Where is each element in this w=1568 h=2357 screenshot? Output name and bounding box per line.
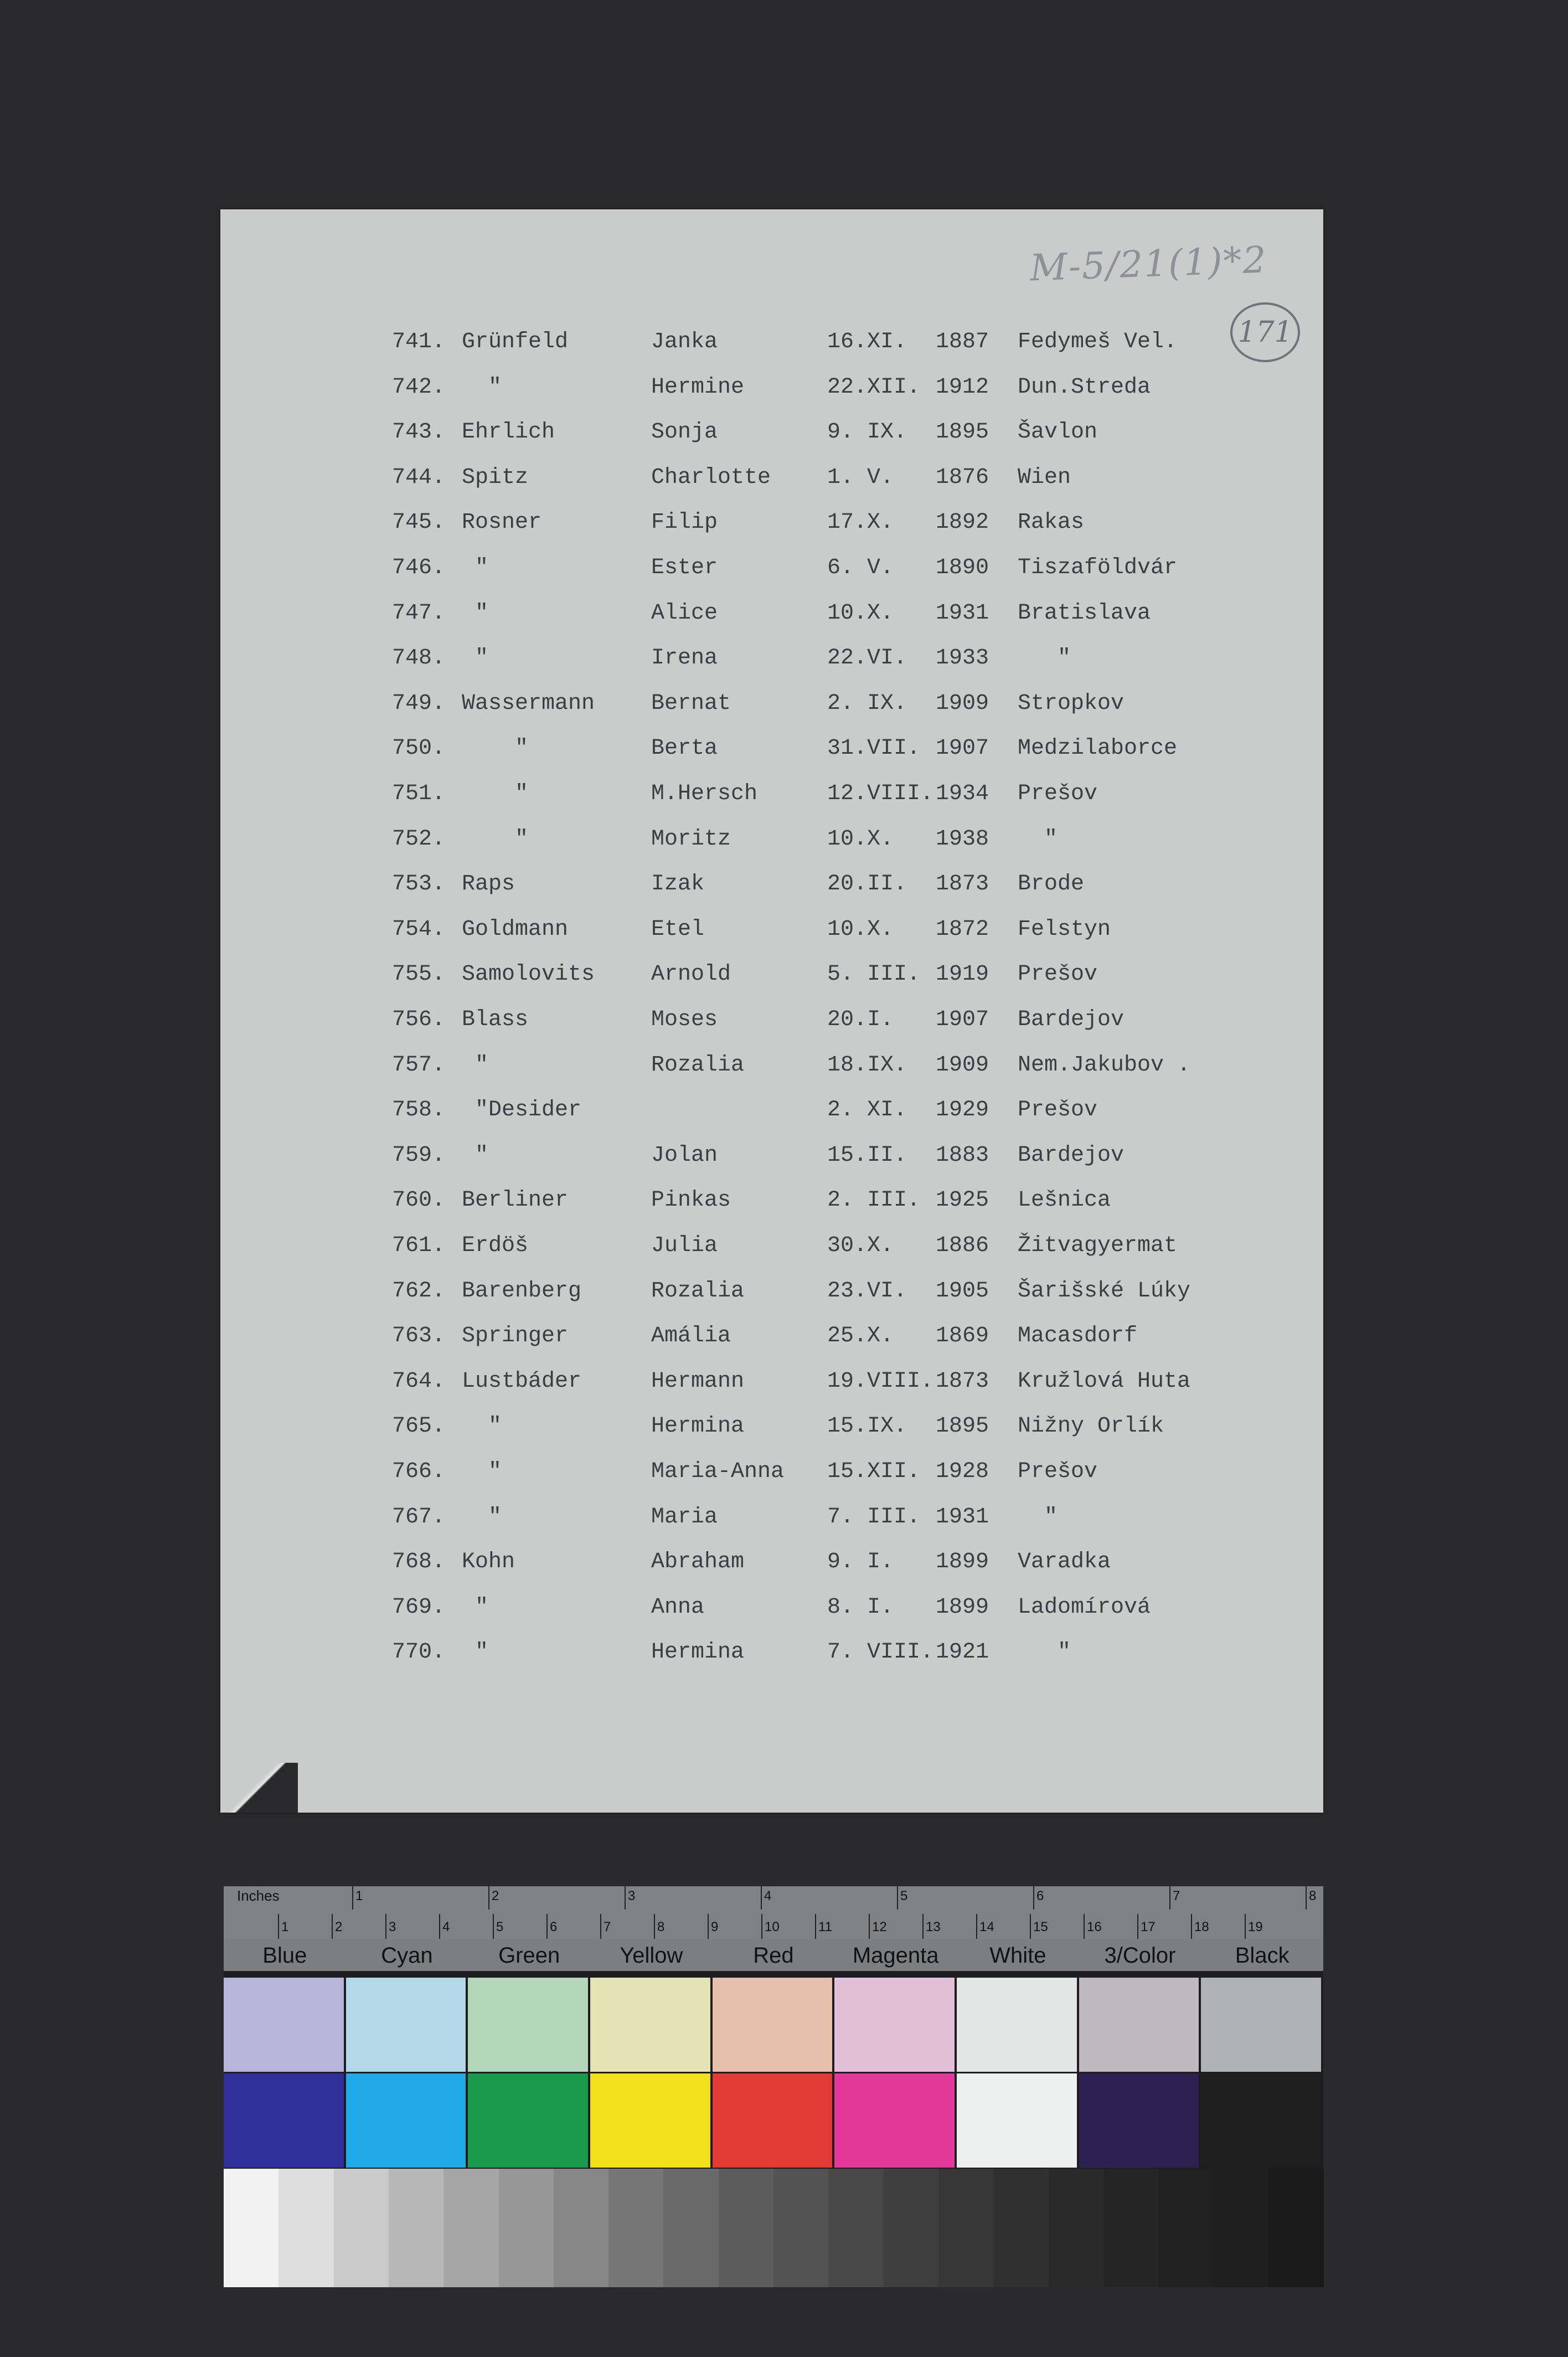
surname: ": [462, 1414, 502, 1439]
entry-number: 759.: [392, 1143, 446, 1168]
surname: Spitz: [462, 465, 529, 490]
inch-tick: [488, 1886, 489, 1910]
light-swatch: [1201, 1978, 1321, 2072]
cm-mark: 7: [604, 1919, 611, 1934]
cm-mark: 16: [1087, 1919, 1102, 1934]
gray-step: [1213, 2169, 1268, 2287]
first-name: Hermann: [651, 1368, 745, 1394]
first-name: Abraham: [651, 1550, 745, 1575]
birth-date: 12.VIII.: [827, 781, 934, 806]
entry-number: 750.: [392, 736, 446, 761]
birth-date: 22.VI.: [827, 646, 907, 671]
entry-number: 767.: [392, 1504, 446, 1530]
birth-date: 10.X.: [827, 917, 894, 942]
surname: ": [462, 600, 489, 626]
birth-date: 2. XI.: [827, 1098, 907, 1123]
birth-place: Nižny Orlík: [1018, 1414, 1164, 1439]
entry-number: 761.: [392, 1233, 446, 1258]
entry-number: 752.: [392, 826, 446, 852]
entry-number: 744.: [392, 465, 446, 490]
first-name: Hermine: [651, 374, 745, 400]
dark-swatch: [1201, 2073, 1321, 2168]
entry-number: 766.: [392, 1459, 446, 1484]
cm-tick: [278, 1914, 279, 1939]
first-name: M.Hersch: [651, 781, 758, 806]
light-swatch: [468, 1978, 588, 2072]
birth-date: 18.IX.: [827, 1052, 907, 1078]
inch-tick: [761, 1886, 762, 1910]
inch-tick: [1169, 1886, 1170, 1910]
ruler-unit-label: Inches: [237, 1887, 280, 1904]
entry-number: 755.: [392, 962, 446, 987]
cm-tick: [1030, 1914, 1031, 1939]
light-swatch: [224, 1978, 344, 2072]
birth-place: Medzilaborce: [1018, 736, 1178, 761]
first-name: Rozalia: [651, 1052, 745, 1078]
birth-date: 5. III.: [827, 962, 921, 987]
cm-mark: 3: [389, 1919, 396, 1934]
birth-year: 1933: [936, 646, 989, 671]
entry-number: 745.: [392, 510, 446, 536]
birth-place: Šavlon: [1018, 420, 1098, 445]
cm-mark: 14: [979, 1919, 994, 1934]
birth-date: 15.XII.: [827, 1459, 921, 1484]
inch-mark: 8: [1309, 1888, 1317, 1903]
birth-place: Kružlová Huta: [1018, 1368, 1191, 1394]
surname: ": [462, 826, 529, 852]
cm-mark: 10: [765, 1919, 780, 1934]
birth-year: 1909: [936, 691, 989, 716]
birth-date: 16.XI.: [827, 330, 907, 354]
ruler: [224, 1886, 1323, 1940]
birth-place: Bratislava: [1018, 600, 1151, 626]
birth-date: 25.X.: [827, 1324, 894, 1349]
entry-number: 758.: [392, 1098, 446, 1123]
entry-number: 754.: [392, 917, 446, 942]
first-name: Jolan: [651, 1143, 718, 1168]
birth-year: 1909: [936, 1052, 989, 1078]
birth-date: 2. III.: [827, 1188, 921, 1213]
birth-place: Prešov: [1018, 1459, 1098, 1484]
patch-name: Blue: [262, 1943, 307, 1968]
birth-year: 1907: [936, 736, 989, 761]
surname: Erdöš: [462, 1233, 529, 1258]
first-name: Irena: [651, 646, 718, 671]
birth-place: Dun.Streda: [1018, 374, 1151, 400]
gray-step: [278, 2169, 334, 2287]
dark-swatch: [224, 2073, 344, 2168]
inch-mark: 7: [1173, 1888, 1180, 1903]
surname: ": [462, 1459, 502, 1484]
surname: ": [462, 374, 502, 400]
birth-date: 10.X.: [827, 600, 894, 626]
birth-place: Macasdorf: [1018, 1324, 1138, 1349]
first-name: Hermina: [651, 1414, 745, 1439]
cm-mark: 2: [335, 1919, 343, 1934]
dark-swatch: [834, 2073, 955, 2168]
first-name: Berta: [651, 736, 718, 761]
birth-date: 7. VIII.: [827, 1640, 934, 1665]
birth-date: 31.VII.: [827, 736, 921, 761]
cm-tick: [439, 1914, 440, 1939]
birth-date: 30.X.: [827, 1233, 894, 1258]
patch-name: Red: [753, 1943, 794, 1968]
birth-date: 9. IX.: [827, 420, 907, 445]
cm-tick: [1137, 1914, 1138, 1939]
birth-year: 1895: [936, 420, 989, 445]
birth-place: Varadka: [1018, 1550, 1111, 1575]
cm-mark: 5: [496, 1919, 504, 1934]
birth-year: 1873: [936, 872, 989, 897]
light-swatch: [957, 1978, 1077, 2072]
cm-tick: [654, 1914, 655, 1939]
gray-step: [1049, 2169, 1104, 2287]
cm-mark: 13: [926, 1919, 941, 1934]
entry-number: 763.: [392, 1324, 446, 1349]
dark-swatch: [1079, 2073, 1199, 2168]
cm-tick: [1084, 1914, 1085, 1939]
birth-year: 1892: [936, 510, 989, 536]
cm-mark: 4: [442, 1919, 450, 1934]
first-name: Rozalia: [651, 1278, 745, 1304]
birth-place: Žitvagyermat: [1018, 1233, 1178, 1258]
patch-name: 3/Color: [1104, 1943, 1176, 1968]
birth-year: 1886: [936, 1233, 989, 1258]
birth-date: 2. IX.: [827, 691, 907, 716]
light-swatch: [590, 1978, 710, 2072]
entry-number: 747.: [392, 600, 446, 626]
entry-number: 749.: [392, 691, 446, 716]
entry-number: 741.: [392, 330, 446, 354]
birth-place: Nem.Jakubov .: [1018, 1052, 1191, 1078]
first-name: Anna: [651, 1594, 705, 1620]
gray-step: [1158, 2169, 1214, 2287]
color-target: [224, 1886, 1323, 2287]
document-sheet: [220, 209, 1323, 1813]
birth-place: Stropkov: [1018, 691, 1125, 716]
surname: ": [462, 1594, 489, 1620]
birth-year: 1899: [936, 1594, 989, 1620]
cm-tick: [815, 1914, 816, 1939]
surname: Ehrlich: [462, 420, 555, 445]
light-swatch: [346, 1978, 466, 2072]
surname: "Desider: [462, 1098, 582, 1123]
birth-place: Wien: [1018, 465, 1071, 490]
gray-step: [719, 2169, 774, 2287]
birth-place: Lešnica: [1018, 1188, 1111, 1213]
birth-place: ": [1018, 826, 1058, 852]
entry-number: 764.: [392, 1368, 446, 1394]
archive-reference: M-5/21(1)*2: [1029, 238, 1268, 290]
birth-date: 6. V.: [827, 555, 894, 580]
surname: ": [462, 1640, 489, 1665]
first-name: Etel: [651, 917, 705, 942]
entry-number: 760.: [392, 1188, 446, 1213]
cm-tick: [976, 1914, 977, 1939]
gray-step: [554, 2169, 609, 2287]
birth-year: 1890: [936, 555, 989, 580]
surname: Rosner: [462, 510, 542, 536]
gray-step: [608, 2169, 664, 2287]
birth-year: 1938: [936, 826, 989, 852]
cm-mark: 9: [711, 1919, 719, 1934]
birth-date: 7. III.: [827, 1504, 921, 1530]
cm-mark: 8: [657, 1919, 665, 1934]
birth-place: Felstyn: [1018, 917, 1111, 942]
entry-number: 757.: [392, 1052, 446, 1078]
birth-year: 1934: [936, 781, 989, 806]
cm-mark: 12: [872, 1919, 887, 1934]
entry-number: 753.: [392, 872, 446, 897]
cm-tick: [600, 1914, 601, 1939]
birth-year: 1883: [936, 1143, 989, 1168]
entry-number: 746.: [392, 555, 446, 580]
entry-number: 743.: [392, 420, 446, 445]
birth-year: 1872: [936, 917, 989, 942]
cm-mark: 11: [818, 1919, 832, 1934]
gray-step: [773, 2169, 829, 2287]
cm-mark: 1: [281, 1919, 289, 1934]
surname: Wassermann: [462, 691, 595, 716]
gray-step: [884, 2169, 939, 2287]
cm-tick: [332, 1914, 333, 1939]
birth-year: 1873: [936, 1368, 989, 1394]
birth-year: 1899: [936, 1550, 989, 1575]
cm-tick: [1245, 1914, 1246, 1939]
birth-date: 1. V.: [827, 465, 894, 490]
surname: Samolovits: [462, 962, 595, 987]
gray-step: [663, 2169, 719, 2287]
entry-number: 769.: [392, 1594, 446, 1620]
gray-step: [499, 2169, 554, 2287]
birth-place: ": [1018, 1504, 1058, 1530]
gray-step: [993, 2169, 1049, 2287]
birth-year: 1929: [936, 1098, 989, 1123]
entry-number: 765.: [392, 1414, 446, 1439]
dark-swatch: [346, 2073, 466, 2168]
patch-name: Magenta: [852, 1943, 939, 1968]
dark-swatch: [590, 2073, 710, 2168]
dark-swatch: [713, 2073, 833, 2168]
cm-mark: 17: [1141, 1919, 1156, 1934]
first-name: Sonja: [651, 420, 718, 445]
birth-year: 1907: [936, 1007, 989, 1032]
gray-step: [224, 2169, 279, 2287]
entry-number: 751.: [392, 781, 446, 806]
first-name: Charlotte: [651, 465, 771, 490]
patch-name: White: [989, 1943, 1046, 1968]
birth-date: 22.XII.: [827, 374, 921, 400]
cm-tick: [1191, 1914, 1192, 1939]
birth-place: Brode: [1018, 872, 1085, 897]
entry-number: 768.: [392, 1550, 446, 1575]
cm-tick: [869, 1914, 870, 1939]
cm-mark: 18: [1194, 1919, 1209, 1934]
birth-year: 1931: [936, 600, 989, 626]
first-name: Izak: [651, 872, 705, 897]
birth-place: Prešov: [1018, 962, 1098, 987]
inch-mark: 4: [764, 1888, 772, 1903]
birth-date: 23.VI.: [827, 1278, 907, 1304]
birth-year: 1928: [936, 1459, 989, 1484]
inch-tick: [897, 1886, 898, 1910]
light-swatch: [713, 1978, 833, 2072]
gray-step: [1268, 2169, 1324, 2287]
gray-step: [828, 2169, 884, 2287]
birth-date: 20.I.: [827, 1007, 894, 1032]
birth-place: Rakas: [1018, 510, 1085, 536]
cm-tick: [922, 1914, 924, 1939]
birth-date: 10.X.: [827, 826, 894, 852]
surname: Blass: [462, 1007, 529, 1032]
folded-corner: [220, 1763, 298, 1813]
dark-swatch: [957, 2073, 1077, 2168]
patch-name: Yellow: [620, 1943, 683, 1968]
surname: ": [462, 781, 529, 806]
inch-mark: 3: [628, 1888, 636, 1903]
entry-number: 770.: [392, 1640, 446, 1665]
patch-name: Cyan: [381, 1943, 433, 1968]
entry-number: 742.: [392, 374, 446, 400]
inch-mark: 2: [492, 1888, 499, 1903]
first-name: Arnold: [651, 962, 731, 987]
cm-tick: [708, 1914, 709, 1939]
surname: Springer: [462, 1324, 569, 1349]
patch-name: Black: [1235, 1943, 1290, 1968]
birth-place: Bardejov: [1018, 1143, 1125, 1168]
first-name: Filip: [651, 510, 718, 536]
patch-name: Green: [498, 1943, 560, 1968]
gray-step: [938, 2169, 994, 2287]
inch-mark: 1: [355, 1888, 363, 1903]
surname: ": [462, 555, 489, 580]
gray-step: [443, 2169, 499, 2287]
inch-tick: [1033, 1886, 1034, 1910]
first-name: Pinkas: [651, 1188, 731, 1213]
first-name: Ester: [651, 555, 718, 580]
birth-date: 8. I.: [827, 1594, 894, 1620]
first-name: Bernat: [651, 691, 731, 716]
surname: ": [462, 1504, 502, 1530]
surname: ": [462, 646, 489, 671]
birth-date: 9. I.: [827, 1550, 894, 1575]
cm-tick: [385, 1914, 386, 1939]
birth-year: 1925: [936, 1188, 989, 1213]
birth-year: 1876: [936, 465, 989, 490]
inch-mark: 5: [900, 1888, 908, 1903]
birth-year: 1895: [936, 1414, 989, 1439]
birth-year: 1869: [936, 1324, 989, 1349]
first-name: Janka: [651, 330, 718, 354]
birth-date: 15.II.: [827, 1143, 907, 1168]
birth-place: Prešov: [1018, 1098, 1098, 1123]
first-name: Moses: [651, 1007, 718, 1032]
dark-swatch: [468, 2073, 588, 2168]
birth-date: 19.VIII.: [827, 1368, 934, 1394]
birth-year: 1905: [936, 1278, 989, 1304]
birth-place: Tiszaföldvár: [1018, 555, 1178, 580]
surname: ": [462, 1052, 489, 1078]
birth-place: Fedymeš Vel.: [1018, 330, 1178, 354]
cm-tick: [761, 1914, 762, 1939]
cm-tick: [546, 1914, 548, 1939]
inch-mark: 6: [1036, 1888, 1044, 1903]
folio-number: 171: [1230, 302, 1300, 362]
surname: Barenberg: [462, 1278, 582, 1304]
first-name: Julia: [651, 1233, 718, 1258]
birth-year: 1931: [936, 1504, 989, 1530]
surname: Raps: [462, 872, 515, 897]
surname: Berliner: [462, 1188, 569, 1213]
first-name: Moritz: [651, 826, 731, 852]
surname: Lustbáder: [462, 1368, 582, 1394]
gray-step: [389, 2169, 444, 2287]
entry-number: 762.: [392, 1278, 446, 1304]
light-swatch: [1079, 1978, 1199, 2072]
surname: Grünfeld: [462, 330, 569, 354]
birth-year: 1919: [936, 962, 989, 987]
birth-year: 1912: [936, 374, 989, 400]
first-name: Maria-Anna: [651, 1459, 785, 1484]
surname: Goldmann: [462, 917, 569, 942]
surname: ": [462, 1143, 489, 1168]
birth-place: Prešov: [1018, 781, 1098, 806]
first-name: Alice: [651, 600, 718, 626]
first-name: Hermina: [651, 1640, 745, 1665]
first-name: Maria: [651, 1504, 718, 1530]
inch-tick: [352, 1886, 353, 1910]
birth-date: 17.X.: [827, 510, 894, 536]
birth-place: Ladomírová: [1018, 1594, 1151, 1620]
inch-tick: [1306, 1886, 1307, 1910]
birth-place: ": [1018, 1640, 1071, 1665]
birth-place: Bardejov: [1018, 1007, 1125, 1032]
cm-tick: [493, 1914, 494, 1939]
birth-year: 1921: [936, 1640, 989, 1665]
first-name: Amália: [651, 1324, 731, 1349]
patch-names-bar: [224, 1939, 1323, 1971]
cm-mark: 19: [1248, 1919, 1263, 1934]
inch-tick: [625, 1886, 626, 1910]
entry-number: 748.: [392, 646, 446, 671]
birth-place: Šarišské Lúky: [1018, 1278, 1191, 1304]
cm-mark: 15: [1033, 1919, 1048, 1934]
birth-date: 20.II.: [827, 872, 907, 897]
birth-date: 15.IX.: [827, 1414, 907, 1439]
entry-number: 756.: [392, 1007, 446, 1032]
birth-year: 1887: [936, 330, 989, 354]
birth-place: ": [1018, 646, 1071, 671]
surname: Kohn: [462, 1550, 515, 1575]
cm-mark: 6: [550, 1919, 558, 1934]
surname: ": [462, 736, 529, 761]
gray-step: [1103, 2169, 1159, 2287]
gray-step: [334, 2169, 389, 2287]
light-swatch: [834, 1978, 955, 2072]
